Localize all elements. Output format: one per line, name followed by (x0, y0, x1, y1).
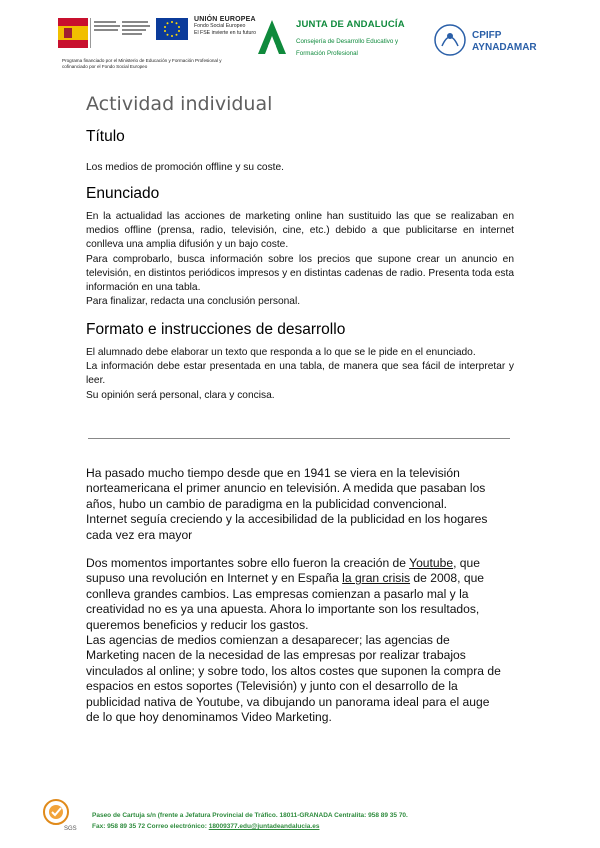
enunciado-p1: En la actualidad las acciones de marketing online han sustituido las que se realizaban en medios offline (prensa, radio, televisión, cine, etc.) debido a que publicitarse en internet conlleva una amplia difusión y un bajo coste. (86, 211, 514, 251)
enunciado-p3: Para finalizar, redacta una conclusión personal. (86, 296, 301, 308)
response-p2: Internet seguía creciendo y la accesibilidad de la publicidad en los hogares cada vez era mayor (86, 512, 488, 542)
enunciado-text (86, 210, 514, 309)
cpifp-name (472, 30, 537, 54)
footer-contact (92, 823, 319, 830)
eu-flag-icon (156, 18, 188, 40)
formato-p3: Su opinión será personal, clara y concisa. (86, 389, 275, 401)
junta-consejeria (296, 36, 416, 60)
response-block-2 (86, 556, 506, 725)
response-p4: Las agencias de medios comienzan a desaparecer; las agencias de Marketing nacen de la necesidad de las empresas por realizar trabajos vinculados al online; y sobre todo, los altos costes que suponen la compra de espacios en estos soportes (Televisión) y junto con el desarrollo de la publicidad nativa de Youtube, va dibujando un panorama ideal para el auge de lo que hoy denominamos Video Marketing. (86, 633, 501, 725)
formato-text (86, 346, 514, 403)
junta-title: JUNTA DE ANDALUCÍA (296, 19, 405, 30)
document-title: Actividad individual (86, 93, 273, 115)
heading-enunciado: Enunciado (86, 185, 160, 202)
response-p1: Ha pasado mucho tiempo desde que en 1941 se viera en la televisión norteamericana el primer anuncio en televisión. A medida que pasaban los años, hubo un cambio de paradigma en la publicidad convencional. (86, 466, 486, 511)
cpifp-logo-icon (432, 22, 468, 58)
youtube-link[interactable]: Youtube (409, 556, 454, 570)
gran-crisis-link[interactable]: la gran crisis (342, 571, 411, 586)
junta-andalucia-logo-icon (254, 18, 290, 56)
fse-name: Fondo Social Europeo (194, 23, 246, 29)
heading-formato: Formato e instrucciones de desarrollo (86, 321, 346, 338)
response-p3-part1: Dos momentos importantes sobre ello fueron la creación de (86, 556, 410, 570)
sgs-certification-logo-icon (38, 796, 78, 832)
eu-name: UNIÓN EUROPEA (194, 16, 256, 23)
sgs-logo-text: SGS (64, 826, 77, 832)
response-p3-part2: , que supuso una revolución en Internet y en España (86, 556, 480, 586)
footer-address: Paseo de Cartuja s/n (frente a Jefatura Provincial de Tráfico. 18011-GRANADA Centralita: 958 89 35 70. (92, 812, 408, 819)
enunciado-p2: Para comprobarlo, busca información sobre los precios que supone crear un anuncio en televisión, en distintos periódicos impresos y en distintas cadenas de radio. Presenta toda esta información en una tabla. (86, 253, 514, 294)
footer-fax: Fax: 958 89 35 72 Correo electrónico: (92, 823, 209, 830)
program-funding-text: Programa financiado por el Ministerio de Educación y Formación Profesional y cofinanciado por el Fondo Social Europeo (62, 58, 222, 69)
cpifp-line2: AYNADAMAR (472, 42, 537, 53)
spain-ministry-logo (58, 18, 154, 56)
formato-p2: La información debe estar presentada en una tabla, de manera que sea fácil de interpretar y leer. (86, 361, 514, 387)
titulo-paragraph: Los medios de promoción offline y su coste. (86, 162, 285, 173)
response-p3-part3: de 2008, que conlleva grandes cambios. Las empresas comienzan a pasarlo mal y la creatividad no es ya una apuesta. Ahora lo importante son los resultados, queremos beneficios y reducir los gastos. (86, 571, 485, 632)
fse-slogan: El FSE invierte en tu futuro (194, 30, 256, 36)
titulo-text (86, 161, 514, 175)
junta-sub-line1: Consejería de Desarrollo Educativo y (296, 38, 399, 45)
horizontal-divider (88, 438, 510, 439)
response-block-1 (86, 466, 506, 543)
formato-p1: El alumnado debe elaborar un texto que responda a lo que se le pide en el enunciado. (86, 347, 476, 358)
junta-sub-line2: Formación Profesional (296, 50, 358, 57)
heading-titulo: Título (86, 128, 125, 145)
footer-email-link[interactable]: 18009377.edu@juntadeandalucia.es (208, 823, 320, 830)
response-p3 (86, 556, 506, 633)
cpifp-line1: CPIFP (472, 30, 502, 41)
